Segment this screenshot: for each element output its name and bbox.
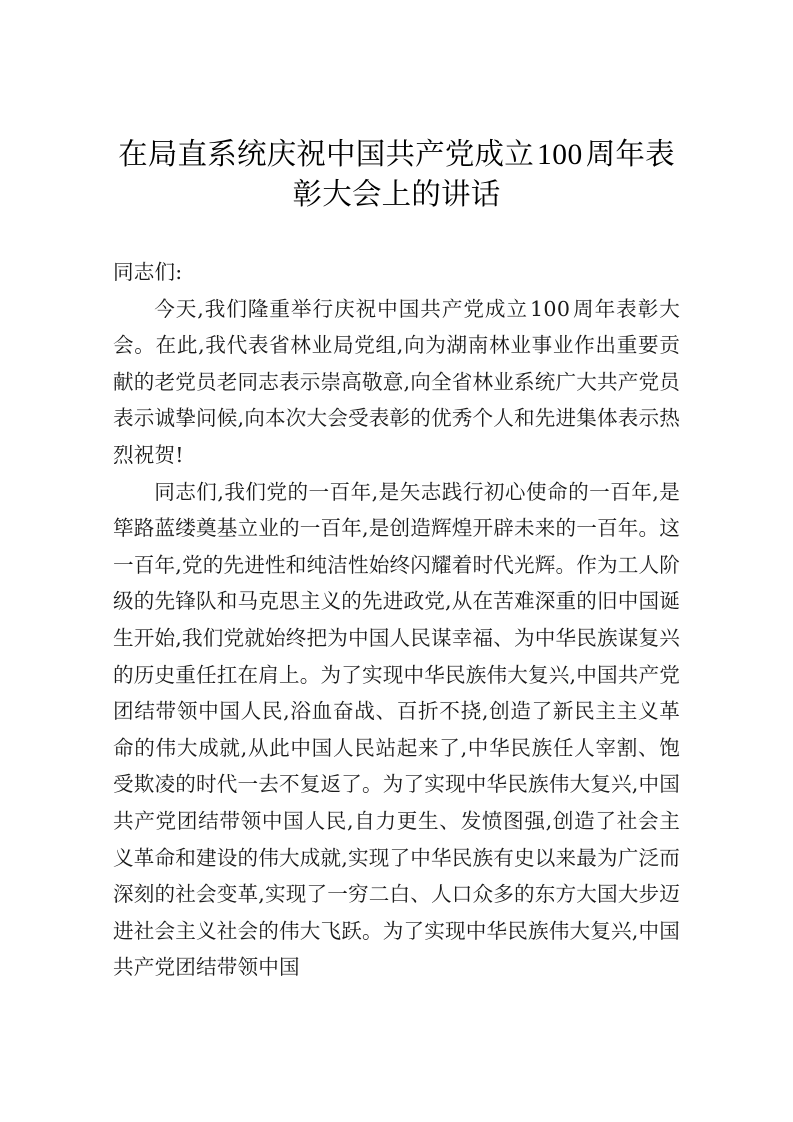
page-title-text-part1: 在局直系统庆祝中国共产党成立 [118,139,534,171]
salutation: 同志们: [113,260,183,284]
paragraph-2-segment-text: 同志们,我们党的一百年,是矢志践行初心使命的一百年,是筚路蓝缕奠基立业的一百年,是创造辉煌开辟未来的一百年。这一百年,党的先进性和纯洁性始终闪耀着时代光辉。作为工人阶级的先锋队和马克思主义的先进政党,从在苦难深重的旧中国诞生开始,我们党就始终把为中国人民谋幸福、为中华民族谋复兴的历史重任扛在肩上。为了实现中华民族伟大复兴,中国共产党团结带领中国人民,浴血奋战、百折不挠,创造了新民主主义革命的伟大成就,从此中国人民站起来了,中华民族任人宰割、饱受欺凌的时代一去不复返了。为了实现中华民族伟大复兴,中国共产党团结带领中国人民,自力更生、发愤图强,创造了社会主义革命和建设的伟大成就,实现了中华民族有史以来最为广泛而深刻的社会变革,实现了一穷二白、人口众多的东方大国大步迈进社会主义社会的伟大飞跃。为了实现中华民族伟大复兴,中国共产党团结带领中国 [113,479,680,980]
paragraph-1-segment-number: 100 [530,296,571,321]
page-title [113,0,680,215]
paragraph-1 [113,291,680,474]
page-content-area [113,0,680,986]
paragraph-1-segment-text-b: 周年表彰大会。在此,我代表省林业局党组,向为湖南林业事业作出重要贡献的老党员老同志表示崇高敬意,向全省林业系统广大共产党员表示诚挚问候,向本次大会受表彰的优秀个人和先进集体表示热烈祝贺! [113,296,680,467]
page-title-text-part3: 彰大会上的讲话 [292,179,501,211]
paragraph-1-segment-text-a: 今天,我们隆重举行庆祝中国共产党成立 [154,296,529,321]
document-body [113,215,680,986]
page-title-number: 100 [536,139,583,171]
page-title-text-part2: 周年表 [585,139,675,171]
paragraph-2 [113,474,680,986]
